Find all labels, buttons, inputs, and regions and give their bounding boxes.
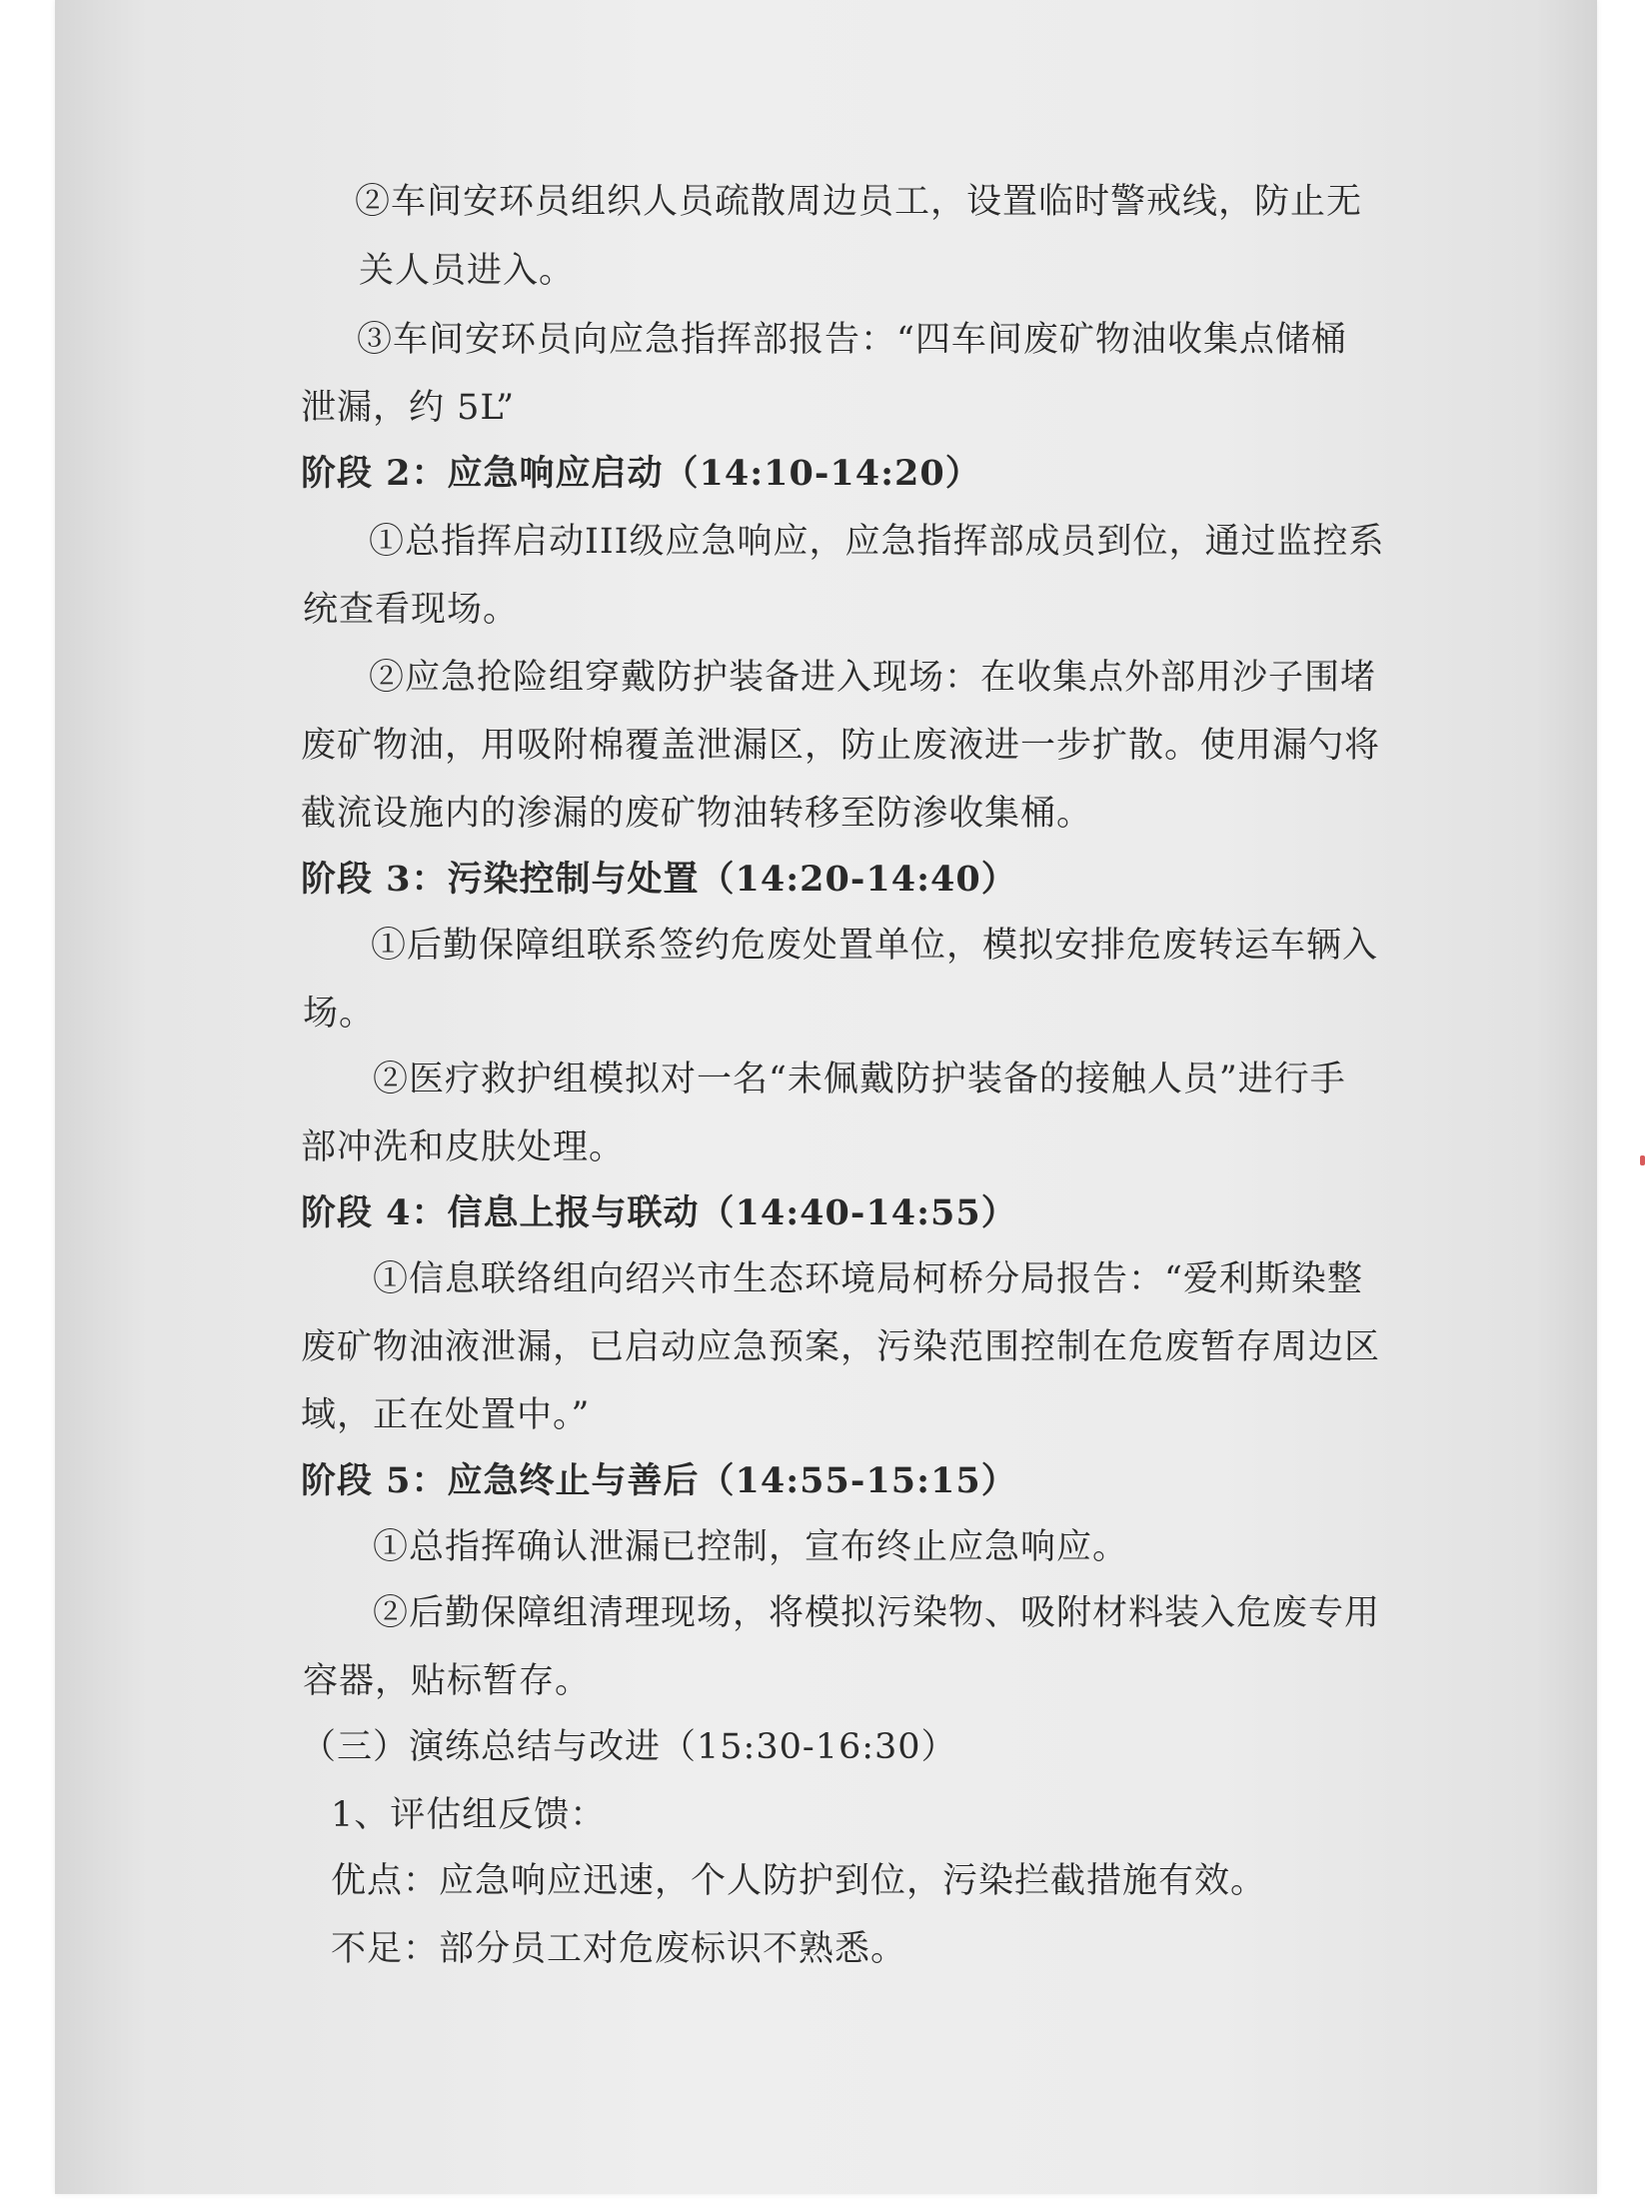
paragraph-line: 关人员进入。 [359, 251, 576, 291]
paragraph-line: ②后勤保障组清理现场，将模拟污染物、吸附材料装入危废专用 [373, 1593, 1381, 1633]
paragraph-line: 废矿物油，用吸附棉覆盖泄漏区，防止废液进一步扩散。使用漏勺将 [301, 726, 1381, 766]
paragraph-line: 泄漏，约 5L” [301, 388, 516, 428]
document-body [55, 0, 1597, 2194]
paragraph-line: ②医疗救护组模拟对一名“未佩戴防护装备的接触人员”进行手 [373, 1060, 1346, 1100]
paragraph-line: 截流设施内的渗漏的废矿物油转移至防渗收集桶。 [301, 794, 1093, 834]
paragraph-line: ①总指挥确认泄漏已控制，宣布终止应急响应。 [373, 1527, 1129, 1567]
paragraph-line: ②应急抢险组穿戴防护装备进入现场：在收集点外部用沙子围堵 [369, 658, 1377, 698]
paragraph-line: ②车间安环员组织人员疏散周边员工，设置临时警戒线，防止无 [355, 182, 1363, 222]
section-heading: 阶段 4：信息上报与联动（14:40-14:55） [301, 1192, 1017, 1233]
paragraph-line: 容器，贴标暂存。 [303, 1661, 592, 1701]
section-heading: 阶段 2：应急响应启动（14:10-14:20） [301, 453, 981, 494]
paragraph-line: 部冲洗和皮肤处理。 [301, 1127, 626, 1167]
paragraph-line: 废矿物油液泄漏，已启动应急预案，污染范围控制在危废暂存周边区 [301, 1327, 1381, 1367]
paragraph-line: 不足：部分员工对危废标识不熟悉。 [331, 1929, 907, 1969]
paragraph-line: ①总指挥启动III级应急响应，应急指挥部成员到位，通过监控系 [369, 522, 1385, 562]
paragraph-line: 统查看现场。 [303, 590, 520, 630]
paragraph-line: ③车间安环员向应急指挥部报告：“四车间废矿物油收集点储桶 [357, 320, 1347, 360]
subsection-heading: （三）演练总结与改进（15:30-16:30） [301, 1727, 957, 1767]
section-heading: 阶段 5：应急终止与善后（14:55-15:15） [301, 1460, 1017, 1501]
paragraph-line: ①信息联络组向绍兴市生态环境局柯桥分局报告：“爱利斯染整 [373, 1259, 1363, 1299]
paragraph-line: 场。 [303, 994, 376, 1034]
paragraph-line: ①后勤保障组联系签约危废处置单位，模拟安排危废转运车辆入 [371, 926, 1379, 966]
red-ink-mark [1640, 1155, 1645, 1165]
paragraph-line: 1、评估组反馈： [331, 1795, 607, 1835]
document-page [55, 0, 1597, 2194]
paragraph-line: 优点：应急响应迅速，个人防护到位，污染拦截措施有效。 [331, 1861, 1267, 1901]
paragraph-line: 域，正在处置中。” [301, 1395, 591, 1435]
section-heading: 阶段 3：污染控制与处置（14:20-14:40） [301, 859, 1017, 900]
